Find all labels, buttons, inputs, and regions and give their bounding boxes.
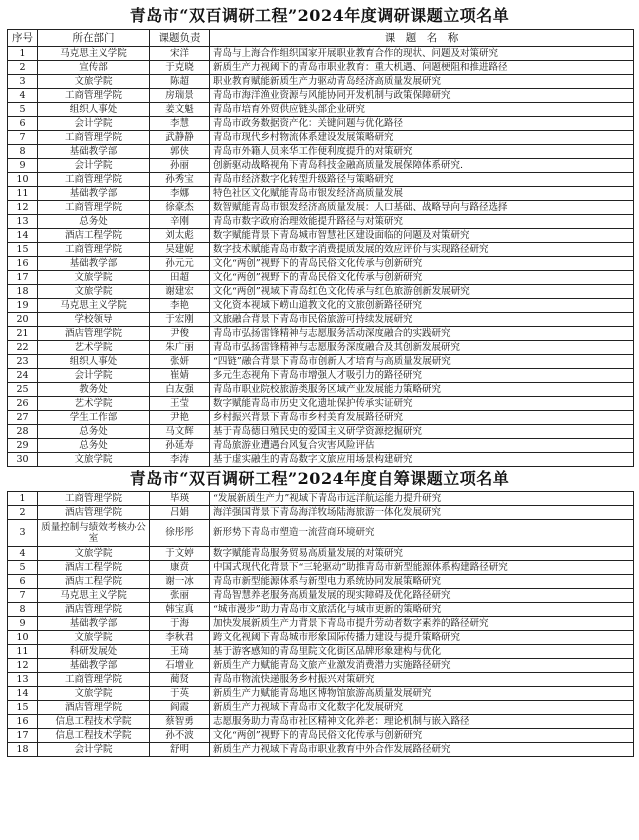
cell-number: 1	[8, 492, 38, 506]
cell-topic: 基于游客感知的青岛里院文化街区品牌形象建构与优化	[210, 645, 634, 659]
title-research-projects: 青岛市“双百调研工程”2024年度调研课题立项名单	[129, 6, 510, 25]
table-body-self-funded	[8, 492, 634, 757]
table-row	[8, 492, 634, 506]
cell-leader: 李涛	[150, 453, 210, 467]
cell-number: 6	[8, 117, 38, 131]
cell-topic: 新质生产力视阈下的青岛市职业教育：重大机遇、问题梗阻和推进路径	[210, 61, 634, 75]
cell-leader: 于克晓	[150, 61, 210, 75]
cell-leader: 武静静	[150, 131, 210, 145]
table-row	[8, 547, 634, 561]
cell-department: 马克思主义学院	[38, 47, 150, 61]
header-topic: 课 题 名 称	[210, 30, 634, 47]
cell-topic: 基于青岛德日殖民史的爱国主义研学资源挖掘研究	[210, 425, 634, 439]
cell-department: 基础教学部	[38, 187, 150, 201]
cell-topic: 青岛智慧养老服务高质量发展的现实障碍及优化路径研究	[210, 589, 634, 603]
table-row	[8, 89, 634, 103]
cell-number: 12	[8, 201, 38, 215]
cell-topic: 文化“两创”视野下的青岛民俗文化传承与创新研究	[210, 271, 634, 285]
cell-number: 22	[8, 341, 38, 355]
table-row	[8, 159, 634, 173]
cell-number: 2	[8, 506, 38, 520]
cell-leader: 白友强	[150, 383, 210, 397]
table-row	[8, 355, 634, 369]
cell-number: 4	[8, 89, 38, 103]
table-row	[8, 687, 634, 701]
table-row	[8, 575, 634, 589]
cell-department: 酒店管理学院	[38, 701, 150, 715]
cell-department: 酒店管理学院	[38, 603, 150, 617]
cell-topic: 创新驱动战略视角下青岛科技金融高质量发展保障体系研究.	[210, 159, 634, 173]
cell-department: 会计学院	[38, 159, 150, 173]
cell-topic: 志愿服务助力青岛市社区精神文化养老：理论机制与嵌入路径	[210, 715, 634, 729]
cell-topic: 青岛市海洋渔业资源与风能协同开发机制与政策保障研究	[210, 89, 634, 103]
cell-topic: 青岛旅游业遭遇台风复合灾害风险评估	[210, 439, 634, 453]
cell-topic: 新质生产力赋能青岛地区博物馆旅游高质量发展研究	[210, 687, 634, 701]
table-row	[8, 327, 634, 341]
cell-topic: 新形势下青岛市塑造一流营商环境研究	[210, 520, 634, 547]
table-row	[8, 131, 634, 145]
cell-department: 酒店工程学院	[38, 561, 150, 575]
cell-department: 工商管理学院	[38, 201, 150, 215]
cell-number: 24	[8, 369, 38, 383]
cell-department: 文旅学院	[38, 453, 150, 467]
header-number: 序号	[8, 30, 38, 47]
cell-number: 10	[8, 631, 38, 645]
table-row	[8, 229, 634, 243]
cell-leader: 吕娟	[150, 506, 210, 520]
cell-leader: 王莹	[150, 397, 210, 411]
cell-topic: 多元生态视角下青岛市增强人才吸引力的路径研究	[210, 369, 634, 383]
cell-leader: 韩宝真	[150, 603, 210, 617]
cell-topic: 青岛市经济数字化转型升级路径与策略研究	[210, 173, 634, 187]
cell-leader: 宋洋	[150, 47, 210, 61]
cell-leader: 朱广丽	[150, 341, 210, 355]
table-row	[8, 257, 634, 271]
cell-leader: 李慧	[150, 117, 210, 131]
cell-number: 9	[8, 159, 38, 173]
cell-topic: 文旅融合背景下青岛市民俗旅游可持续发展研究	[210, 313, 634, 327]
cell-topic: 青岛市新型能源体系与新型电力系统协同发展策略研究	[210, 575, 634, 589]
cell-department: 教务处	[38, 383, 150, 397]
table-row	[8, 299, 634, 313]
cell-leader: 张丽	[150, 589, 210, 603]
cell-topic: “四链”融合背景下青岛市创新人才培育与高质量发展研究	[210, 355, 634, 369]
cell-number: 3	[8, 520, 38, 547]
cell-department: 基础教学部	[38, 145, 150, 159]
table-row	[8, 589, 634, 603]
cell-department: 科研发展处	[38, 645, 150, 659]
cell-department: 基础教学部	[38, 257, 150, 271]
cell-topic: 职业教育赋能新质生产力驱动青岛经济高质量发展研究	[210, 75, 634, 89]
cell-number: 27	[8, 411, 38, 425]
cell-topic: 特色社区文化赋能青岛市银发经济高质量发展	[210, 187, 634, 201]
cell-department: 马克思主义学院	[38, 299, 150, 313]
table-row	[8, 411, 634, 425]
cell-department: 工商管理学院	[38, 89, 150, 103]
cell-leader: 郭侠	[150, 145, 210, 159]
cell-leader: 马文辉	[150, 425, 210, 439]
cell-number: 19	[8, 299, 38, 313]
cell-department: 文旅学院	[38, 271, 150, 285]
table-row	[8, 659, 634, 673]
cell-department: 工商管理学院	[38, 173, 150, 187]
table-row	[8, 715, 634, 729]
cell-leader: 尹艳	[150, 411, 210, 425]
table-row	[8, 341, 634, 355]
cell-department: 会计学院	[38, 369, 150, 383]
cell-leader: 辛刚	[150, 215, 210, 229]
cell-leader: 于宏刚	[150, 313, 210, 327]
cell-number: 7	[8, 589, 38, 603]
table-row	[8, 603, 634, 617]
table-row	[8, 383, 634, 397]
table-row	[8, 506, 634, 520]
cell-number: 1	[8, 47, 38, 61]
cell-number: 2	[8, 61, 38, 75]
table-row	[8, 285, 634, 299]
cell-number: 6	[8, 575, 38, 589]
cell-topic: 青岛市培育外贸供应链头部企业研究	[210, 103, 634, 117]
cell-number: 14	[8, 229, 38, 243]
cell-leader: 刘太彪	[150, 229, 210, 243]
cell-leader: 陈超	[150, 75, 210, 89]
table-row	[8, 187, 634, 201]
cell-number: 21	[8, 327, 38, 341]
table-row	[8, 397, 634, 411]
cell-leader: 李娜	[150, 187, 210, 201]
cell-leader: 于英	[150, 687, 210, 701]
cell-number: 7	[8, 131, 38, 145]
cell-number: 5	[8, 561, 38, 575]
cell-number: 23	[8, 355, 38, 369]
cell-leader: 徐彤彤	[150, 520, 210, 547]
cell-leader: 尹俊	[150, 327, 210, 341]
cell-department: 工商管理学院	[38, 131, 150, 145]
table-row	[8, 617, 634, 631]
cell-topic: 数字赋能青岛服务贸易高质量发展的对策研究	[210, 547, 634, 561]
cell-department: 学校领导	[38, 313, 150, 327]
table-research-projects	[7, 29, 634, 467]
cell-topic: 数字技术赋能青岛市数字消费提质发展的效应评价与实现路径研究	[210, 243, 634, 257]
cell-number: 4	[8, 547, 38, 561]
cell-department: 组织人事处	[38, 355, 150, 369]
table-row	[8, 439, 634, 453]
cell-topic: 青岛市职业院校旅游类服务区域产业发展能力策略研究	[210, 383, 634, 397]
table-row	[8, 645, 634, 659]
cell-leader: 孙丽	[150, 159, 210, 173]
cell-department: 信息工程技术学院	[38, 729, 150, 743]
cell-department: 质量控制与绩效考核办公室	[38, 520, 150, 547]
cell-number: 3	[8, 75, 38, 89]
cell-number: 16	[8, 715, 38, 729]
cell-number: 17	[8, 729, 38, 743]
cell-number: 30	[8, 453, 38, 467]
cell-topic: 文化“两创”视域下青岛红色文化传承与红色旅游创新发展研究	[210, 285, 634, 299]
cell-department: 酒店管理学院	[38, 506, 150, 520]
cell-leader: 孙元元	[150, 257, 210, 271]
cell-topic: 数字赋能青岛市历史文化遗址保护传承实证研究	[210, 397, 634, 411]
cell-number: 8	[8, 603, 38, 617]
table-row	[8, 631, 634, 645]
table-row	[8, 271, 634, 285]
cell-department: 信息工程技术学院	[38, 715, 150, 729]
cell-leader: 李艳	[150, 299, 210, 313]
cell-number: 9	[8, 617, 38, 631]
cell-department: 宣传部	[38, 61, 150, 75]
cell-topic: 文化资本视域下崂山道教文化的文旅创新路径研究	[210, 299, 634, 313]
cell-topic: 新质生产力视域下青岛市文化数字化发展研究	[210, 701, 634, 715]
table-row	[8, 47, 634, 61]
cell-department: 基础教学部	[38, 617, 150, 631]
cell-leader: 孙延寿	[150, 439, 210, 453]
cell-department: 艺术学院	[38, 397, 150, 411]
cell-number: 18	[8, 285, 38, 299]
cell-number: 14	[8, 687, 38, 701]
cell-department: 学生工作部	[38, 411, 150, 425]
cell-department: 工商管理学院	[38, 492, 150, 506]
cell-number: 10	[8, 173, 38, 187]
cell-department: 酒店工程学院	[38, 229, 150, 243]
cell-department: 文旅学院	[38, 75, 150, 89]
cell-department: 总务处	[38, 425, 150, 439]
table-row	[8, 173, 634, 187]
cell-number: 5	[8, 103, 38, 117]
cell-leader: 徐豪杰	[150, 201, 210, 215]
cell-leader: 蔡智勇	[150, 715, 210, 729]
cell-number: 8	[8, 145, 38, 159]
cell-leader: 于文婷	[150, 547, 210, 561]
cell-leader: 吴建妮	[150, 243, 210, 257]
cell-topic: 文化“两创”视野下的青岛民俗文化传承与创新研究	[210, 729, 634, 743]
cell-topic: 新质生产力赋能青岛文旅产业激发消费潜力实施路径研究	[210, 659, 634, 673]
cell-topic: 青岛市数字政府治理效能提升路径与对策研究	[210, 215, 634, 229]
cell-department: 艺术学院	[38, 341, 150, 355]
cell-number: 11	[8, 187, 38, 201]
table-self-funded-projects	[7, 491, 634, 757]
cell-topic: 青岛市政务数据资产化：关键问题与优化路径	[210, 117, 634, 131]
table-row	[8, 701, 634, 715]
table-row	[8, 117, 634, 131]
title-self-funded-projects: 青岛市“双百调研工程”2024年度自筹课题立项名单	[129, 469, 510, 488]
cell-leader: 石增业	[150, 659, 210, 673]
header-leader: 课题负责	[150, 30, 210, 47]
cell-topic: 青岛市物流快递服务乡村振兴对策研究	[210, 673, 634, 687]
cell-number: 13	[8, 673, 38, 687]
cell-department: 酒店工程学院	[38, 575, 150, 589]
cell-topic: 青岛市弘扬雷锋精神与志愿服务活动深度融合的实践研究	[210, 327, 634, 341]
table-header-row	[8, 30, 634, 47]
table-row	[8, 673, 634, 687]
table-row	[8, 729, 634, 743]
cell-topic: “城市漫步”助力青岛市文旅活化与城市更新的策略研究	[210, 603, 634, 617]
cell-topic: 青岛与上海合作组织国家开展职业教育合作的现状、问题及对策研究	[210, 47, 634, 61]
cell-topic: 海洋强国背景下青岛海洋牧场陆海旅游一体化发展研究	[210, 506, 634, 520]
cell-topic: 新质生产力视域下青岛市职业教育中外合作发展路径研究	[210, 743, 634, 757]
cell-number: 20	[8, 313, 38, 327]
cell-topic: 乡村振兴背景下青岛市乡村美育发展路径研究	[210, 411, 634, 425]
cell-topic: 基于虚实融生的青岛数字文旅应用场景构建研究	[210, 453, 634, 467]
cell-number: 17	[8, 271, 38, 285]
cell-department: 酒店管理学院	[38, 327, 150, 341]
cell-topic: 青岛市外籍人员来华工作便利度提升的对策研究	[210, 145, 634, 159]
table-row	[8, 243, 634, 257]
cell-leader: 谢建宏	[150, 285, 210, 299]
table-row	[8, 453, 634, 467]
cell-department: 马克思主义学院	[38, 589, 150, 603]
cell-topic: 青岛市现代乡村物流体系建设发展策略研究	[210, 131, 634, 145]
cell-leader: 舒明	[150, 743, 210, 757]
cell-number: 16	[8, 257, 38, 271]
cell-department: 会计学院	[38, 743, 150, 757]
cell-topic: 跨文化视阈下青岛城市形象国际传播力建设与提升策略研究	[210, 631, 634, 645]
cell-topic: 青岛市弘扬雷锋精神与志愿服务深度融合及其创新发展研究	[210, 341, 634, 355]
table-row	[8, 215, 634, 229]
table-row	[8, 425, 634, 439]
cell-leader: 田超	[150, 271, 210, 285]
table-row	[8, 201, 634, 215]
cell-number: 25	[8, 383, 38, 397]
cell-department: 总务处	[38, 215, 150, 229]
cell-leader: 康贲	[150, 561, 210, 575]
cell-department: 组织人事处	[38, 103, 150, 117]
table-row	[8, 145, 634, 159]
cell-leader: 毕瑛	[150, 492, 210, 506]
table-row	[8, 61, 634, 75]
cell-topic: 文化“两创”视野下的青岛民俗文化传承与创新研究	[210, 257, 634, 271]
cell-topic: 加快发展新质生产力背景下青岛市提升劳动者数字素养的路径研究	[210, 617, 634, 631]
cell-leader: 蔺贤	[150, 673, 210, 687]
cell-department: 文旅学院	[38, 285, 150, 299]
cell-number: 29	[8, 439, 38, 453]
cell-leader: 张妍	[150, 355, 210, 369]
cell-number: 15	[8, 701, 38, 715]
table-row	[8, 75, 634, 89]
cell-leader: 孙秀宝	[150, 173, 210, 187]
cell-topic: 数智赋能青岛市银发经济高质量发展：人口基础、战略导向与路径选择	[210, 201, 634, 215]
cell-number: 28	[8, 425, 38, 439]
cell-leader: 房瑞景	[150, 89, 210, 103]
cell-number: 15	[8, 243, 38, 257]
cell-leader: 谢一冰	[150, 575, 210, 589]
cell-topic: 数字赋能背景下青岛城市智慧社区建设面临的问题及对策研究	[210, 229, 634, 243]
cell-number: 18	[8, 743, 38, 757]
cell-department: 文旅学院	[38, 631, 150, 645]
cell-number: 12	[8, 659, 38, 673]
table-row	[8, 369, 634, 383]
cell-leader: 姜文魁	[150, 103, 210, 117]
cell-leader: 孙不波	[150, 729, 210, 743]
table-row	[8, 103, 634, 117]
cell-number: 13	[8, 215, 38, 229]
cell-department: 文旅学院	[38, 687, 150, 701]
cell-department: 文旅学院	[38, 547, 150, 561]
cell-department: 工商管理学院	[38, 673, 150, 687]
table-row	[8, 520, 634, 547]
table-row	[8, 561, 634, 575]
cell-leader: 阎霞	[150, 701, 210, 715]
cell-department: 会计学院	[38, 117, 150, 131]
cell-leader: 李秋君	[150, 631, 210, 645]
cell-leader: 于海	[150, 617, 210, 631]
cell-topic: 中国式现代化背景下“三轮驱动”助推青岛市新型能源体系构建路径研究	[210, 561, 634, 575]
cell-number: 26	[8, 397, 38, 411]
cell-leader: 王琦	[150, 645, 210, 659]
header-department: 所在部门	[38, 30, 150, 47]
table-body-research	[8, 47, 634, 467]
cell-topic: “发展新质生产力”视域下青岛市远洋航运能力提升研究	[210, 492, 634, 506]
cell-department: 基础教学部	[38, 659, 150, 673]
cell-number: 11	[8, 645, 38, 659]
cell-department: 工商管理学院	[38, 243, 150, 257]
cell-department: 总务处	[38, 439, 150, 453]
table-row	[8, 313, 634, 327]
cell-leader: 崔婧	[150, 369, 210, 383]
table-row	[8, 743, 634, 757]
